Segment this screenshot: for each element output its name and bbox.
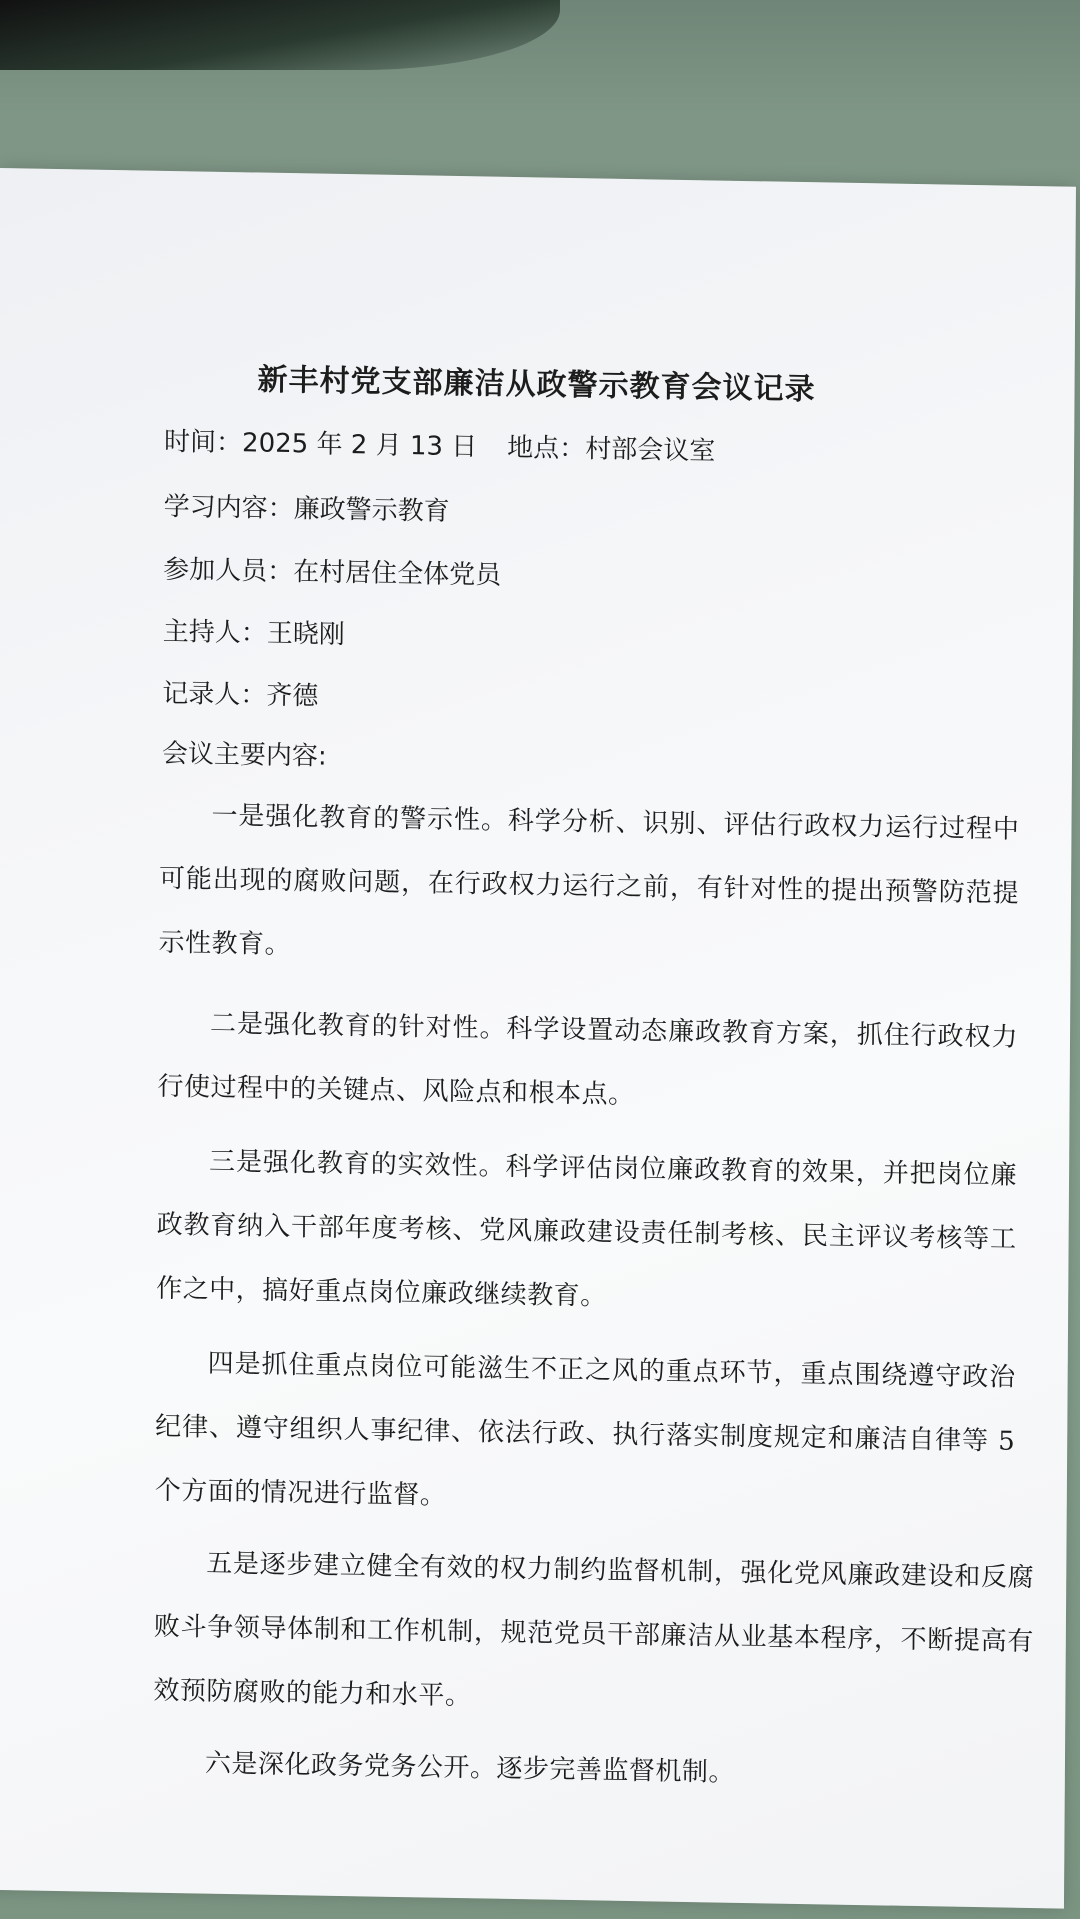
paragraph-4: 四是抓住重点岗位可能滋生不正之风的重点环节，重点围绕遵守政治纪律、遵守组织人事纪律、依法行政、执行落实制度规定和廉洁自律等 5 个方面的情况进行监督。 bbox=[154, 1348, 1016, 1511]
host-value: 王晓刚 bbox=[266, 618, 345, 651]
content-heading: 会议主要内容: bbox=[161, 738, 327, 772]
location-value: 村部会议室 bbox=[585, 434, 716, 467]
study-label: 学习内容： bbox=[163, 491, 294, 525]
paragraph-3: 三是强化教育的实效性。科学评估岗位廉政教育的效果，并把岗位廉政教育纳入干部年度考核、党风廉政建设责任制考核、民主评议考核等工作之中，搞好重点岗位廉政继续教育。 bbox=[156, 1146, 1018, 1312]
host-label: 主持人： bbox=[162, 616, 267, 649]
meta-attendees bbox=[163, 549, 501, 592]
paper-sheet bbox=[0, 168, 1076, 1909]
document-title: 新丰村党支部廉洁从政警示教育会议记录 bbox=[257, 362, 816, 408]
paragraph-1: 一是强化教育的警示性。科学分析、识别、评估行政权力运行过程中可能出现的腐败问题，在行政权力运行之前，有针对性的提出预警防范提示性教育。 bbox=[158, 800, 1020, 961]
recorder-label: 记录人： bbox=[162, 678, 267, 711]
time-value: 2025 年 2 月 13 日 bbox=[242, 428, 478, 463]
meta-host bbox=[163, 611, 345, 651]
time-label: 时间： bbox=[163, 426, 243, 459]
meta-recorder bbox=[162, 673, 318, 713]
dark-table-edge bbox=[0, 0, 560, 70]
paragraph-5: 五是逐步建立健全有效的权力制约监督机制，强化党风廉政建设和反腐败斗争领导体制和工作机制，规范党员干部廉洁从业基本程序，不断提高有效预防腐败的能力和水平。 bbox=[153, 1548, 1035, 1712]
meta-study bbox=[164, 486, 450, 528]
recorder-value: 齐德 bbox=[266, 680, 319, 712]
attendees-label: 参加人员： bbox=[163, 554, 294, 588]
paragraph-2: 二是强化教育的针对性。科学设置动态廉政教育方案，抓住行政权力行使过程中的关键点、风险点和根本点。 bbox=[157, 1008, 1019, 1111]
document-content bbox=[0, 168, 1076, 1909]
location-label: 地点： bbox=[507, 432, 586, 465]
meta-time-location bbox=[164, 421, 715, 468]
paragraph-6: 六是深化政务党务公开。逐步完善监督机制。 bbox=[204, 1748, 735, 1788]
study-value: 廉政警示教育 bbox=[293, 494, 450, 527]
attendees-value: 在村居住全体党员 bbox=[293, 557, 502, 591]
